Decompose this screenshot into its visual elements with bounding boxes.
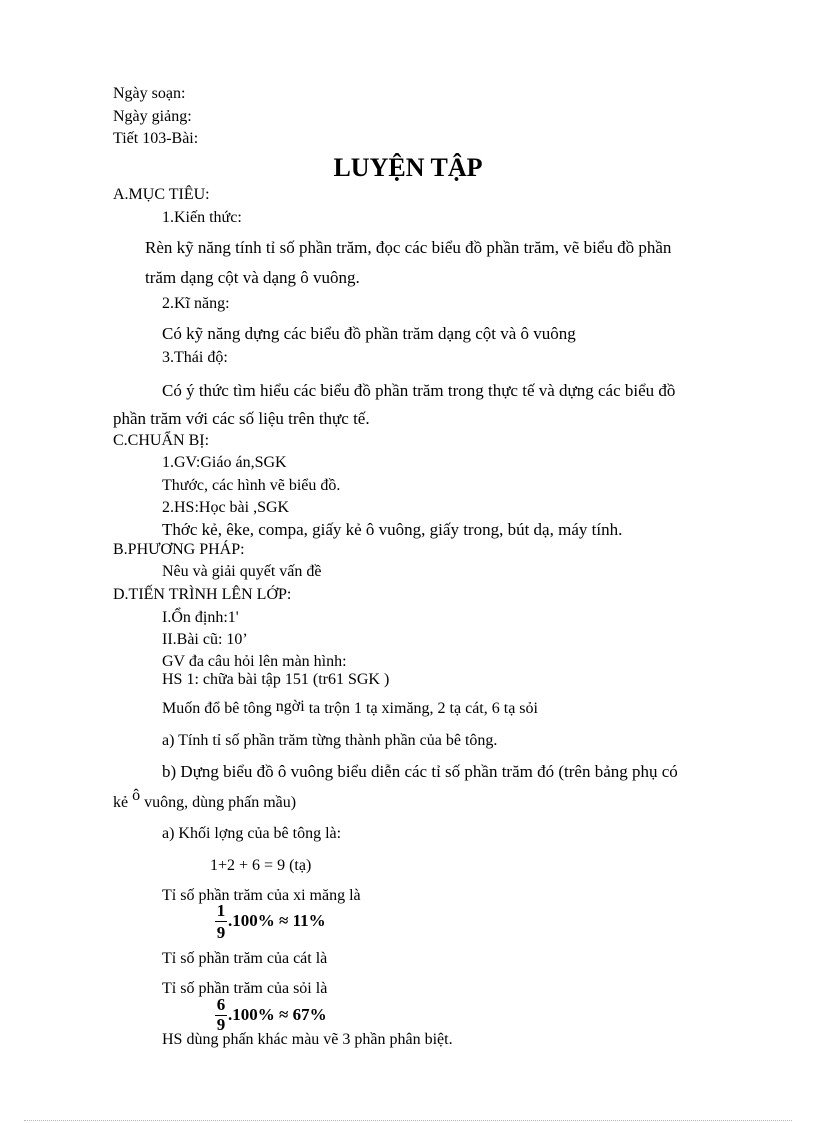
problem-part-2: ngời	[275, 698, 305, 715]
thai-do-line1: Có ý thức tìm hiểu các biểu đồ phần trăm trong thực tế và dựng các biểu đồ	[162, 381, 676, 400]
hs1-bai-tap: HS 1: chữa bài tập 151 (tr61 SGK )	[162, 671, 390, 688]
solution-a: a) Khối lợng của bê tông là:	[162, 825, 342, 842]
hs-label: 2.HS:Học bài ,SGK	[162, 499, 290, 516]
gv-label: 1.GV:Giáo án,SGK	[162, 454, 287, 471]
on-dinh: I.Ổn định:1'	[162, 609, 239, 626]
fraction-bar	[215, 921, 227, 922]
chuan-bi-heading: C.CHUẨN BỊ:	[113, 432, 210, 449]
ki-nang-label: 2.Kĩ năng:	[162, 295, 230, 312]
ximang-result: .100% ≈ 11%	[228, 911, 326, 930]
soi-denominator: 9	[216, 1015, 226, 1034]
soi-numerator: 6	[216, 995, 226, 1014]
part-b-o: ô	[132, 787, 141, 804]
gv-text: Thước, các hình vẽ biểu đồ.	[162, 477, 341, 494]
solution-sum: 1+2 + 6 = 9 (tạ)	[210, 857, 312, 874]
muc-tieu-heading: A.MỤC TIÊU:	[113, 186, 210, 203]
bai-cu: II.Bài cũ: 10’	[162, 631, 248, 648]
tien-trinh-heading: D.TIẾN TRÌNH LÊN LỚP:	[113, 586, 292, 603]
page-title: LUYỆN TẬP	[333, 153, 483, 182]
part-b-rest: vuông, dùng phấn mầu)	[140, 794, 297, 811]
hs-dung-phan: HS dùng phấn khác màu vẽ 3 phần phân biệt.	[162, 1031, 453, 1048]
soi-label: Tỉ số phần trăm của sỏi là	[162, 980, 328, 997]
part-a-question: a) Tính tỉ số phần trăm từng thành phần của bê tông.	[162, 732, 498, 749]
ximang-label: Tỉ số phần trăm của xi măng là	[162, 887, 361, 904]
part-b-line2	[113, 787, 297, 813]
ximang-formula	[214, 903, 364, 943]
hs-text: Thớc kẻ, êke, compa, giấy kẻ ô vuông, giấy trong, bút dạ, máy tính.	[162, 520, 623, 539]
phuong-phap-text: Nêu và giải quyết vấn đề	[162, 563, 322, 580]
thai-do-line2: phần trăm với các số liệu trên thực tế.	[113, 409, 370, 428]
kien-thuc-label: 1.Kiến thức:	[162, 209, 242, 226]
part-b-ke: kẻ	[113, 794, 133, 811]
kien-thuc-line1: Rèn kỹ năng tính tỉ số phần trăm, đọc các biểu đồ phần trăm, vẽ biểu đồ phần	[145, 238, 672, 257]
ximang-denominator: 9	[216, 923, 226, 942]
kien-thuc-line2: trăm dạng cột và dạng ô vuông.	[145, 268, 360, 287]
cat-label: Tỉ số phần trăm của cát là	[162, 950, 328, 967]
ngay-giang: Ngày giảng:	[113, 108, 192, 125]
ximang-numerator: 1	[216, 901, 226, 920]
phuong-phap-heading: B.PHƯƠNG PHÁP:	[113, 541, 245, 558]
thai-do-label: 3.Thái độ:	[162, 349, 228, 366]
problem-part-1: Muốn đổ bê tông	[162, 700, 276, 717]
ki-nang-text: Có kỹ năng dựng các biểu đồ phần trăm dạng cột và ô vuông	[162, 324, 576, 343]
problem-part-3: ta trộn 1 tạ ximăng, 2 tạ cát, 6 tạ sỏi	[304, 700, 538, 717]
gv-dua-cau-hoi: GV đa câu hỏi lên màn hình:	[162, 653, 347, 670]
part-b-line1: b) Dựng biểu đồ ô vuông biểu diễn các tỉ số phần trăm đó (trên bảng phụ có	[162, 762, 678, 781]
soi-result: .100% ≈ 67%	[228, 1005, 327, 1024]
page-bottom-divider	[24, 1120, 792, 1121]
problem-statement	[162, 699, 538, 719]
tiet-bai: Tiết 103-Bài:	[113, 130, 199, 147]
ngay-soan: Ngày soạn:	[113, 85, 186, 102]
